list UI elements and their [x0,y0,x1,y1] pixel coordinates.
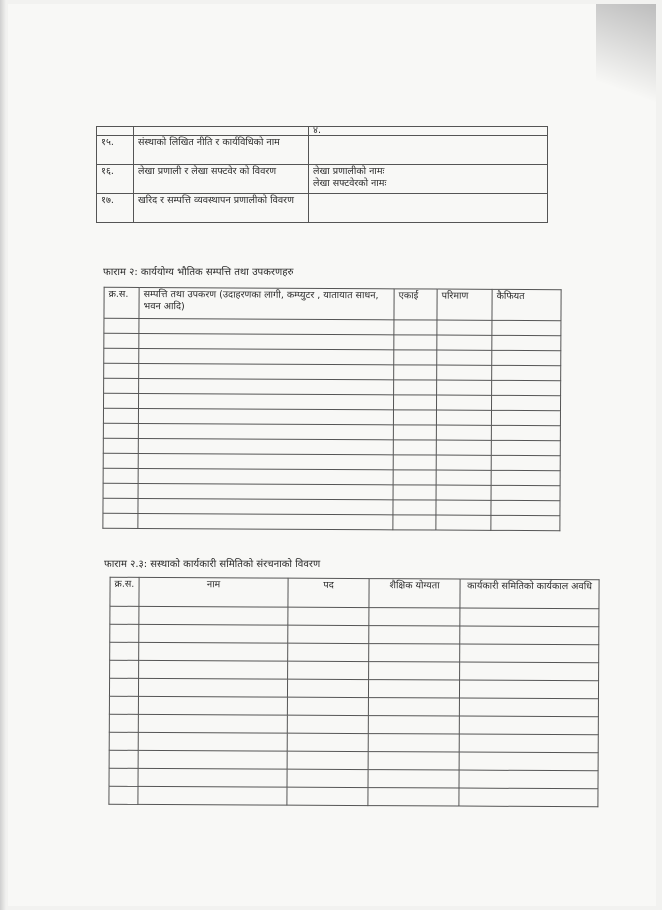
executive-committee-table [108,577,599,808]
header-cell: कार्यकारी समितिको कार्यकाल अवधि [460,579,599,609]
blank-cell [436,500,491,515]
blank-cell [110,660,139,678]
blank-cell [460,626,599,645]
blank-cell [369,608,460,626]
blank-cell [436,515,491,530]
blank-row [109,786,598,807]
blank-cell [139,378,394,394]
table-row [97,127,548,136]
blank-cell [138,678,287,697]
blank-cell [104,393,139,408]
blank-cell [139,333,394,349]
blank-cell [368,770,459,788]
blank-cell [138,786,287,805]
blank-cell [459,698,598,717]
blank-cell [393,395,436,410]
blank-cell [104,333,139,348]
blank-cell [138,453,393,469]
header-row [110,577,599,609]
blank-cell [459,752,598,771]
blank-cell [103,483,138,498]
row-number: १७. [97,194,134,223]
blank-cell [139,363,394,379]
blank-cell [109,768,138,786]
blank-cell [459,716,598,735]
blank-cell [368,680,459,698]
blank-cell [138,468,393,484]
blank-cell [287,769,368,787]
header-row [104,287,561,320]
blank-cell [437,365,492,380]
blank-cell [104,363,139,378]
blank-cell [459,734,598,753]
row-value [309,194,548,223]
blank-cell [492,380,561,395]
blank-cell [288,607,369,625]
blank-cell [393,515,436,530]
blank-cell [288,625,369,643]
form2-caption: फाराम २: कार्ययोग्य भौतिक सम्पत्ति तथा उपकरणहरु [103,267,294,278]
blank-cell [139,348,394,364]
blank-cell [492,335,561,350]
blank-cell [492,320,561,335]
blank-cell [109,732,138,750]
header-cell: परिमाण [437,289,492,320]
blank-cell [436,455,491,470]
blank-cell [492,350,561,365]
committee-table-body [109,606,599,807]
blank-cell [139,318,394,334]
blank-cell [437,335,492,350]
blank-cell [394,365,437,380]
blank-cell [138,408,393,424]
row-value [309,136,548,165]
organization-info-table [96,126,548,223]
blank-cell [109,678,138,696]
blank-cell [437,380,492,395]
assets-table-body [103,318,561,530]
blank-cell [393,440,436,455]
blank-cell [369,644,460,662]
blank-cell [436,410,491,425]
blank-cell [287,787,368,805]
blank-cell [436,395,491,410]
blank-cell [139,393,394,409]
blank-cell [393,455,436,470]
blank-cell [138,714,287,733]
blank-cell [459,680,598,699]
blank-cell [491,515,560,530]
blank-cell [437,350,492,365]
header-cell: सम्पत्ति तथा उपकरण (उदाहरणका लागी, कम्प्युटर , यातायात साधन, भवन आदि) [139,287,394,319]
blank-cell [139,642,288,661]
blank-cell [103,453,138,468]
blank-cell [491,455,560,470]
blank-row [103,513,560,530]
blank-cell [393,425,436,440]
blank-cell [138,732,287,751]
blank-cell [104,378,139,393]
blank-cell [459,770,598,789]
blank-cell [110,642,139,660]
blank-cell [460,662,599,681]
blank-cell [103,423,138,438]
header-cell: क्र.स. [110,577,139,606]
blank-cell [103,513,138,528]
blank-cell [138,768,287,787]
blank-cell [491,410,560,425]
blank-cell [491,500,560,515]
blank-cell [460,608,599,627]
scan-edge [0,0,6,910]
blank-cell [287,679,368,697]
blank-cell [139,606,288,625]
blank-cell [138,498,393,514]
blank-cell [103,438,138,453]
blank-cell [287,697,368,715]
blank-cell [394,350,437,365]
header-cell: शैक्षिक योग्यता [369,579,460,608]
row-value [309,165,548,194]
header-cell: पद [288,578,369,607]
blank-cell [109,750,138,768]
blank-cell [139,660,288,679]
blank-cell [138,483,393,499]
blank-cell [436,485,491,500]
blank-cell [393,500,436,515]
blank-cell [368,698,459,716]
blank-cell [393,485,436,500]
blank-cell [459,788,598,807]
blank-cell [437,320,492,335]
blank-cell [491,485,560,500]
blank-cell [287,751,368,769]
blank-cell [491,395,560,410]
blank-cell [491,440,560,455]
accounting-system-name: लेखा प्रणालीको नामः [313,166,385,177]
blank-cell [139,624,288,643]
blank-cell [460,644,599,663]
blank-cell [103,468,138,483]
row-label: लेखा प्रणाली र लेखा सफ्टवेर को विवरण [134,165,309,194]
blank-cell [110,606,139,624]
blank-cell [369,662,460,680]
blank-cell [394,335,437,350]
blank-cell [491,470,560,485]
header-cell: क्र.स. [104,287,139,318]
blank-cell [394,380,437,395]
blank-cell [110,624,139,642]
table-row [97,194,548,223]
blank-cell [104,348,139,363]
table-row [97,165,548,194]
blank-cell [393,410,436,425]
blank-cell [394,320,437,335]
blank-cell [104,318,139,333]
blank-cell [138,423,393,439]
accounting-software-name: लेखा सफ्टवेरको नामः [313,178,387,189]
blank-cell [109,696,138,714]
row-label: संस्थाको लिखित नीति र कार्यविधिको नाम [134,136,309,165]
blank-cell [368,734,459,752]
blank-cell [288,643,369,661]
blank-cell [103,498,138,513]
blank-cell [138,750,287,769]
header-cell: एकाई [394,289,437,320]
form3-caption: फाराम २.३: सस्थाको कार्यकारी समितिको संरचनाको विवरण [104,559,321,570]
blank-cell [288,661,369,679]
blank-cell [103,408,138,423]
header-cell: कैफियत [492,289,561,320]
blank-cell [138,438,393,454]
header-cell: नाम [139,577,288,607]
blank-cell [436,425,491,440]
blank-cell [492,365,561,380]
assets-table [102,287,561,531]
row-number: १६. [97,165,134,194]
blank-cell [393,470,436,485]
blank-cell [287,715,368,733]
blank-cell [109,786,138,804]
row-label: खरिद र सम्पत्ति व्यवस्थापन प्रणालीको विवरण [134,194,309,223]
blank-cell [436,470,491,485]
blank-cell [138,696,287,715]
blank-cell [436,440,491,455]
blank-cell [491,425,560,440]
blank-cell [138,513,393,529]
blank-cell [109,714,138,732]
blank-cell [287,733,368,751]
blank-cell [368,716,459,734]
row-number: १५. [97,136,134,165]
blank-cell [369,626,460,644]
blank-cell [368,752,459,770]
table-row [97,136,548,165]
scan-shadow [596,4,656,124]
blank-cell [368,788,459,806]
top-row-value: ४. [309,127,548,136]
